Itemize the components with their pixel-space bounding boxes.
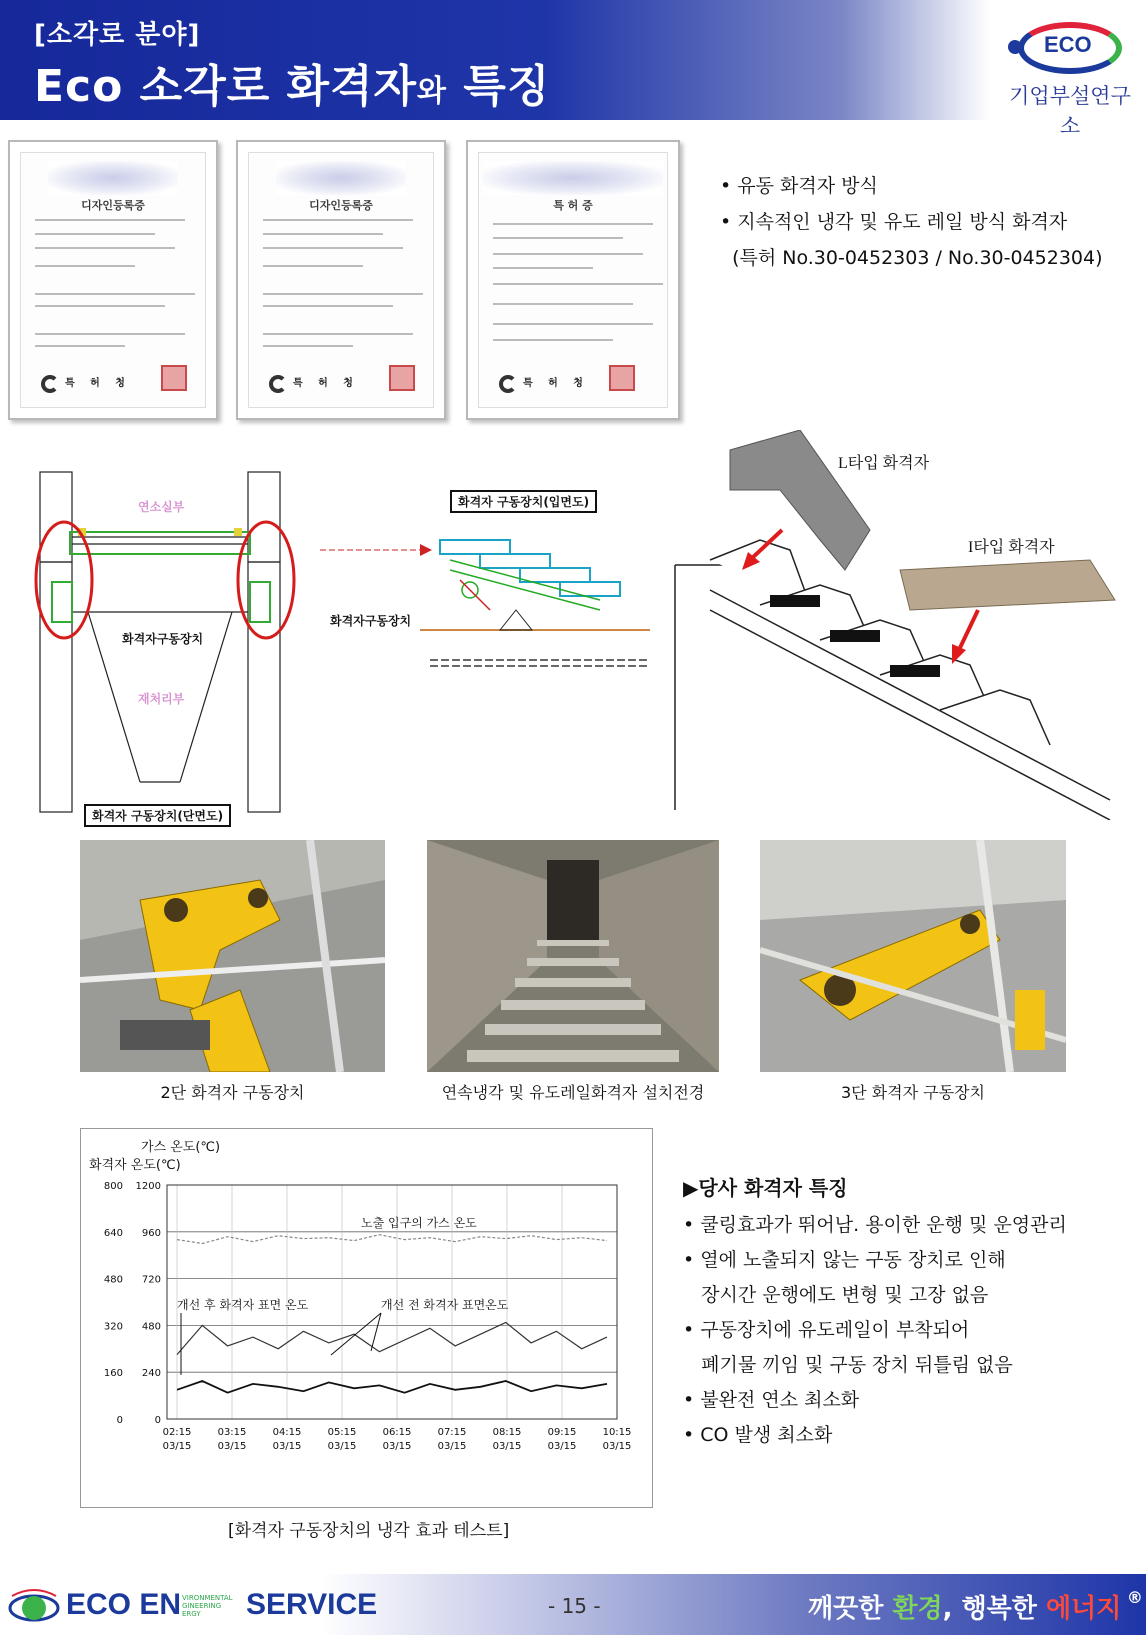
feature-item: 장시간 운행에도 변형 및 고장 없음: [683, 1284, 989, 1306]
chart-caption: [화격자 구동장치의 냉각 효과 테스트]: [228, 1521, 510, 1541]
x-tick-label: 03/15: [382, 1441, 412, 1452]
x-tick-label: 06:15: [382, 1427, 412, 1438]
photo-caption: 3단 화격자 구동장치: [841, 1083, 985, 1102]
title-small: 와: [417, 74, 448, 109]
l-type-label: L타입 화격자: [838, 455, 930, 472]
red-arrow-icon: [958, 610, 978, 652]
features-list: [683, 1208, 1067, 1453]
certificate-crest: [48, 161, 178, 195]
certificate-title: 디자인등록증: [81, 199, 145, 212]
certificate-footer: 특 허 청: [523, 378, 589, 389]
drive-label: 화격자구동장치: [122, 632, 204, 646]
feature-item: • CO 발생 최소화: [683, 1424, 833, 1446]
y2-tick-label: 960: [141, 1227, 161, 1239]
feature-item: • 열에 노출되지 않는 구동 장치로 인해: [683, 1249, 1006, 1271]
x-tick-label: 03/15: [217, 1441, 247, 1452]
y2-axis-label: 가스 온도(℃): [141, 1140, 221, 1155]
section-label: [소각로 분야]: [34, 20, 201, 50]
photo-installation: [427, 840, 719, 1072]
annotation-before: 개선 전 화격자 표면온도: [381, 1298, 509, 1312]
series-line-1: [177, 1323, 607, 1355]
certificate-3: [466, 140, 680, 420]
feature-item: • 불완전 연소 최소화: [683, 1389, 860, 1411]
y1-tick-label: 640: [103, 1227, 123, 1239]
series-line-0: [177, 1235, 607, 1244]
bullet-item: • 지속적인 냉각 및 유도 레일 방식 화격자: [720, 211, 1068, 233]
x-tick-label: 09:15: [547, 1427, 577, 1438]
logo-text: ECO: [1044, 32, 1092, 57]
bullet-item: • 유동 화격자 방식: [720, 175, 878, 197]
slogan-part: 에너지: [1045, 1594, 1122, 1624]
ash-label: 재처리부: [138, 692, 185, 706]
y1-tick-label: 800: [103, 1181, 123, 1192]
x-tick-label: 03/15: [437, 1441, 467, 1452]
photo-2stage-drive: [80, 840, 385, 1072]
annotation-after: 개선 후 화격자 표면 온도: [177, 1298, 309, 1312]
y1-tick-label: 320: [103, 1321, 123, 1333]
title-main: Eco 소각로 화격자: [34, 61, 418, 112]
certificate-title: 디자인등록증: [309, 199, 373, 212]
x-tick-label: 03/15: [327, 1441, 357, 1452]
feature-item: • 쿨링효과가 뛰어남. 용이한 운행 및 운영관리: [683, 1214, 1067, 1236]
x-tick-label: 03/15: [162, 1441, 192, 1452]
highlight-ellipse-left: [36, 522, 92, 638]
photo-3stage-drive: [760, 840, 1066, 1072]
certificate-title: 특 허 증: [553, 199, 593, 212]
logo-caption: 기업부설연구소: [1009, 84, 1131, 138]
photo-caption: 2단 화격자 구동장치: [160, 1083, 305, 1102]
x-tick-label: 10:15: [602, 1427, 632, 1438]
annotation-pointer: [331, 1313, 381, 1355]
certificate-footer: 특 허 청: [293, 378, 359, 389]
grate-stair-diagram: [670, 430, 1140, 820]
kipo-logo-icon: [499, 375, 517, 393]
features-title: ▶당사 화격자 특징: [683, 1176, 848, 1200]
x-tick-label: 03/15: [492, 1441, 522, 1452]
certificate-crest: [276, 161, 406, 195]
certificate-crest: [483, 161, 663, 195]
highlight-ellipse-right: [238, 522, 294, 638]
certificate-footer: 특 허 청: [65, 378, 131, 389]
annotation-gas: 노출 입구의 가스 온도: [361, 1216, 477, 1230]
annotation-pointer: [371, 1313, 381, 1351]
x-tick-label: 02:15: [162, 1427, 192, 1438]
kipo-logo-icon: [269, 375, 287, 393]
footer-slogan: [808, 1588, 1143, 1625]
red-seal-icon: [389, 365, 415, 391]
y1-tick-label: 480: [103, 1274, 123, 1286]
page-title: [34, 50, 550, 114]
x-tick-label: 07:15: [437, 1427, 467, 1438]
y1-tick-label: 0: [116, 1415, 123, 1426]
cooling-test-chart: [80, 1128, 653, 1508]
drive-label-2: 화격자구동장치: [330, 614, 412, 628]
patent-bullets: [720, 168, 1103, 276]
slogan-part: 깨끗한: [808, 1594, 893, 1624]
y1-tick-label: 160: [103, 1368, 123, 1380]
certificate-1: [8, 140, 218, 420]
feature-item: • 구동장치에 유도레일이 부착되어: [683, 1319, 970, 1341]
footer-globe-icon: [6, 1584, 62, 1626]
elevation-diagram: [320, 520, 650, 680]
red-seal-icon: [609, 365, 635, 391]
footer-en-line: VIRONMENTAL: [182, 1594, 233, 1602]
y2-tick-label: 720: [141, 1274, 161, 1286]
y2-tick-label: 240: [141, 1368, 161, 1380]
i-type-label: I타입 화격자: [968, 539, 1055, 556]
x-tick-label: 03/15: [547, 1441, 577, 1452]
x-tick-label: 04:15: [272, 1427, 302, 1438]
footer-en-line: GINEERING: [182, 1602, 222, 1610]
footer-service-text: SERVICE: [246, 1588, 378, 1621]
title-end: 특징: [447, 61, 551, 112]
feature-item: 폐기물 끼임 및 구동 장치 뒤틀림 없음: [683, 1354, 1013, 1376]
elevation-view-title: 화격자 구동장치(입면도): [450, 490, 597, 513]
y2-tick-label: 480: [141, 1321, 161, 1333]
y2-tick-label: 0: [154, 1415, 161, 1426]
y1-axis-label: 화격자 온도(℃): [89, 1158, 181, 1173]
slogan-part: ®: [1121, 1588, 1143, 1607]
x-tick-label: 08:15: [492, 1427, 522, 1438]
x-tick-label: 03:15: [217, 1427, 247, 1438]
x-tick-label: 03/15: [602, 1441, 632, 1452]
x-tick-label: 03/15: [272, 1441, 302, 1452]
x-tick-label: 05:15: [327, 1427, 357, 1438]
red-seal-icon: [161, 365, 187, 391]
slogan-part: 환경: [892, 1594, 943, 1624]
eco-logo: [1000, 18, 1140, 138]
footer-eco-text: ECO EN: [66, 1588, 182, 1621]
certificate-2: [236, 140, 446, 420]
footer-en-small: [182, 1594, 233, 1618]
slogan-part: , 행복한: [942, 1594, 1046, 1624]
footer-en-line: ERGY: [182, 1610, 201, 1618]
section-view-title: 화격자 구동장치(단면도): [84, 804, 231, 827]
y2-tick-label: 1200: [135, 1181, 161, 1192]
series-line-2: [177, 1381, 607, 1393]
kipo-logo-icon: [41, 375, 59, 393]
i-type-grate-image: [900, 560, 1115, 610]
combustion-label: 연소실부: [138, 500, 185, 514]
bullet-item: (특허 No.30-0452303 / No.30-0452304): [720, 247, 1103, 269]
photo-caption: 연속냉각 및 유도레일화격자 설치전경: [441, 1083, 705, 1102]
chart-svg: [81, 1129, 652, 1507]
page-number: - 15 -: [548, 1594, 601, 1618]
